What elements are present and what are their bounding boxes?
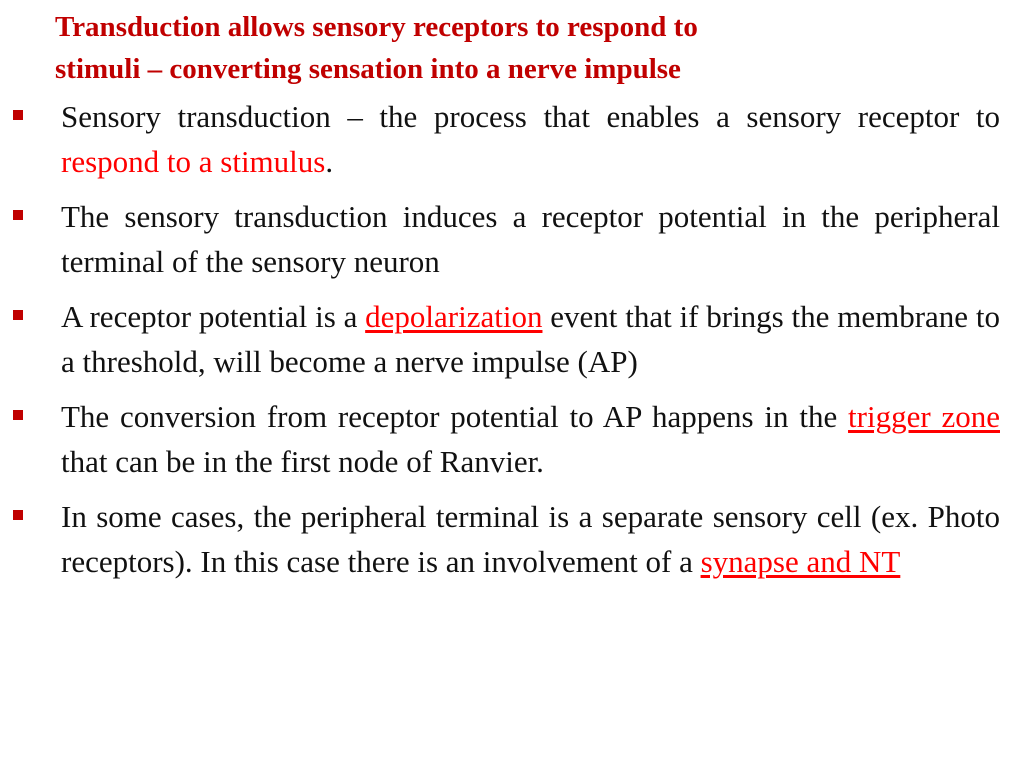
square-bullet-icon [13, 310, 23, 320]
slide-title-line-2: stimuli – converting sensation into a nerve impulse [55, 53, 681, 85]
bullet-1-highlight: respond to a stimulus [61, 144, 326, 179]
bullet-item-4 [0, 394, 1024, 484]
bullet-4-text-after: that can be in the first node of Ranvier. [61, 444, 544, 479]
bullet-item-3 [0, 294, 1024, 384]
bullet-3-highlight-link[interactable]: depolarization [365, 299, 543, 334]
bullet-5-highlight-link[interactable]: synapse and NT [700, 544, 901, 579]
bullet-5-text-before: In some cases, the peripheral terminal is a separate sensory cell (ex. Photo receptors). In this case there is an involvement of a [61, 499, 1000, 579]
square-bullet-icon [13, 110, 23, 120]
bullet-4-text-before: The conversion from receptor potential to AP happens in the [61, 399, 849, 434]
bullet-1-text-before: Sensory transduction – the process that enables a sensory receptor to [61, 99, 1000, 134]
slide-title-line-1: Transduction allows sensory receptors to respond to [55, 11, 698, 43]
bullet-1-text-after: . [325, 144, 334, 179]
bullet-item-5 [0, 494, 1024, 584]
square-bullet-icon [13, 210, 23, 220]
bullet-3-text-after: event that if brings the membrane to a threshold, will become a nerve impulse (AP) [61, 299, 1000, 379]
bullet-4-highlight-link[interactable]: trigger zone [848, 399, 1000, 434]
square-bullet-icon [13, 410, 23, 420]
slide-title [55, 6, 955, 90]
square-bullet-icon [13, 510, 23, 520]
bullet-item-1 [0, 94, 1024, 184]
bullet-3-text-before: A receptor potential is a [61, 299, 366, 334]
bullet-list [0, 94, 1024, 594]
bullet-2-text: The sensory transduction induces a receptor potential in the peripheral terminal of the sensory neuron [61, 199, 1000, 279]
bullet-item-2 [0, 194, 1024, 284]
